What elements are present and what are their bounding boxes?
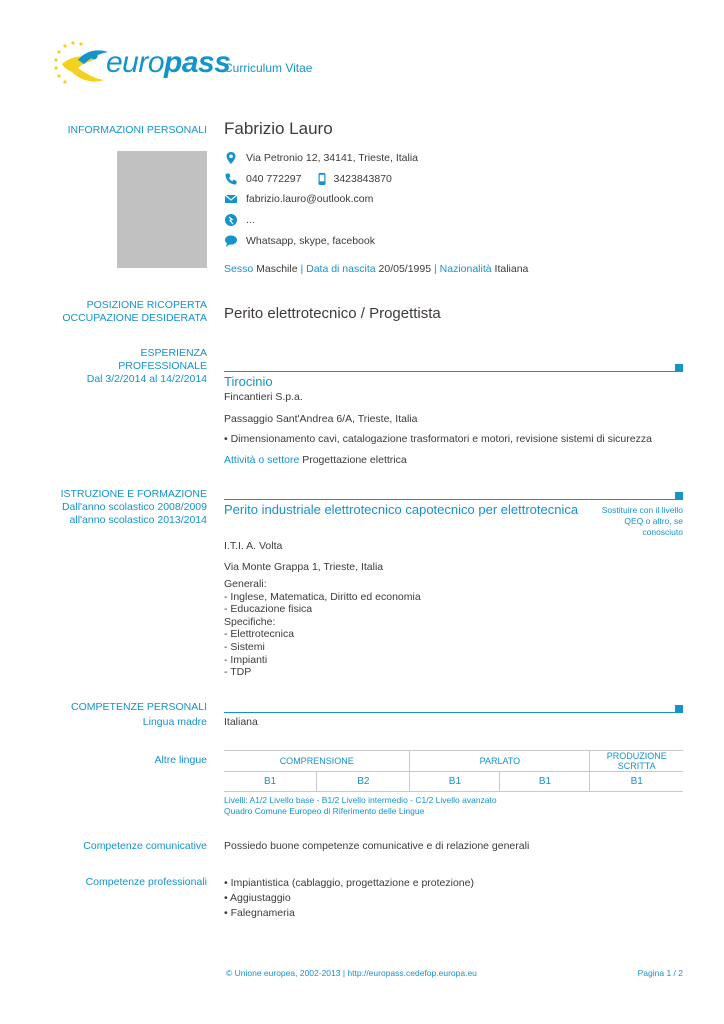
- subject-line: - TDP: [224, 666, 252, 679]
- website-value[interactable]: ...: [246, 214, 255, 226]
- sector-value: Progettazione elettrica: [302, 454, 407, 466]
- experience-title: Tirocinio: [224, 374, 273, 389]
- education-divider: [224, 499, 676, 500]
- personal-info-label: INFORMAZIONI PERSONALI: [67, 124, 207, 136]
- language-table: [224, 750, 683, 792]
- separator: |: [434, 263, 437, 275]
- skill-item: • Impiantistica (cablaggio, progettazione e protezione): [224, 877, 474, 889]
- position-value: Perito elettrotecnico / Progettista: [224, 305, 441, 322]
- logo-wordmark: [106, 46, 230, 80]
- logo-prefix: euro: [106, 46, 165, 79]
- level-cell: B2: [317, 772, 410, 792]
- email-value[interactable]: fabrizio.lauro@outlook.com: [246, 193, 374, 205]
- phone-value: 040 772297: [246, 173, 302, 185]
- level-cell: B1: [410, 772, 500, 792]
- education-label: [20, 488, 207, 527]
- full-name: Fabrizio Lauro: [224, 119, 333, 138]
- education-divider-marker: [675, 492, 683, 500]
- experience-label: [20, 347, 207, 386]
- professional-skills-list: [224, 876, 474, 921]
- subject-line: - Educazione fisica: [224, 603, 313, 616]
- eqf-note-line3: conosciuto: [642, 527, 683, 537]
- subject-line: - Impianti: [224, 653, 268, 666]
- website-icon: [224, 213, 238, 227]
- position-label-line2: OCCUPAZIONE DESIDERATA: [62, 312, 207, 324]
- position-label: [20, 299, 207, 325]
- subject-line: - Sistemi: [224, 640, 265, 653]
- skills-label-title: COMPETENZE PERSONALI: [71, 701, 207, 713]
- messaging-row: [224, 232, 375, 250]
- mother-tongue-label: Lingua madre: [142, 716, 207, 728]
- level-cell: B1: [590, 772, 683, 792]
- header-speaking: PARLATO: [410, 751, 590, 772]
- communication-skills-label: Competenze comunicative: [83, 840, 207, 852]
- education-title: Perito industriale elettrotecnico capotecnico per elettrotecnica: [224, 502, 579, 517]
- mother-tongue-value: Italiana: [224, 716, 258, 728]
- education-dates-line2: all'anno scolastico 2013/2014: [69, 514, 207, 526]
- document-subtitle: Curriculum Vitae: [224, 61, 313, 75]
- experience-bullet: • Dimensionamento cavi, catalogazione trasformatori e motori, revisione sistemi di sicurezza: [224, 433, 652, 445]
- personal-details-line: [224, 263, 528, 275]
- separator: |: [300, 263, 304, 275]
- nationality-label: Nazionalità: [439, 263, 492, 275]
- experience-label-line2: PROFESSIONALE: [118, 360, 207, 372]
- email-row: [224, 190, 373, 208]
- mobile-value: 3423843870: [333, 173, 392, 185]
- europass-logo: [48, 38, 231, 88]
- experience-dates: Dal 3/2/2014 al 14/2/2014: [86, 373, 207, 385]
- header-comprehension: COMPRENSIONE: [224, 751, 410, 772]
- subject-line: - Elettrotecnica: [224, 628, 295, 641]
- eqf-note-line1: Sostituire con il livello: [601, 505, 683, 515]
- messaging-value: Whatsapp, skype, facebook: [246, 235, 375, 247]
- phone-row: [224, 170, 392, 188]
- education-label-title: ISTRUZIONE E FORMAZIONE: [60, 488, 207, 500]
- levels-legend: [224, 795, 497, 817]
- other-languages-label: Altre lingue: [154, 754, 207, 766]
- eqf-note: [590, 505, 683, 538]
- skills-divider-marker: [675, 705, 683, 713]
- photo-placeholder: [117, 151, 207, 268]
- europass-star-figure-icon: [48, 38, 114, 88]
- address-row: [224, 149, 418, 167]
- communication-skills-value: Possiedo buone competenze comunicative e di relazione generali: [224, 840, 530, 852]
- skills-divider: [224, 712, 676, 713]
- language-table-values: [224, 772, 683, 792]
- chat-bubble-icon: [224, 234, 238, 248]
- skills-label: [20, 701, 207, 729]
- sex-label: Sesso: [224, 263, 254, 275]
- address-value: Via Petronio 12, 34141, Trieste, Italia: [246, 152, 418, 164]
- nationality-value: Italiana: [494, 263, 529, 275]
- education-school: I.T.I. A. Volta: [224, 540, 283, 552]
- experience-address: Passaggio Sant'Andrea 6/A, Trieste, Italia: [224, 413, 418, 425]
- eqf-note-line2: QEQ o altro, se: [624, 516, 683, 526]
- education-address: Via Monte Grappa 1, Trieste, Italia: [224, 561, 384, 573]
- subject-line: - Inglese, Matematica, Diritto ed economia: [224, 590, 421, 603]
- footer-copyright: © Unione europea, 2002-2013 | http://europass.cedefop.europa.eu: [226, 968, 477, 978]
- language-table-header: [224, 751, 683, 772]
- header-writing: PRODUZIONE SCRITTA: [590, 751, 683, 772]
- professional-skills-label: Competenze professionali: [85, 876, 207, 888]
- birth-date-label: Data di nascita: [306, 263, 376, 275]
- skill-item: • Aggiustaggio: [224, 892, 291, 904]
- levels-legend-line2: Quadro Comune Europeo di Riferimento delle Lingue: [224, 806, 425, 816]
- website-row: [224, 211, 255, 229]
- footer-page-number: Pagina 1 / 2: [637, 968, 683, 978]
- skill-item: • Falegnameria: [224, 907, 295, 919]
- phone-icon: [224, 172, 238, 186]
- birth-date-value: 20/05/1995: [378, 263, 432, 275]
- level-cell: B1: [500, 772, 590, 792]
- subject-line: Specifiche:: [224, 615, 276, 628]
- experience-divider: [224, 371, 676, 372]
- levels-legend-line1: Livelli: A1/2 Livello base - B1/2 Livello intermedio - C1/2 Livello avanzato: [224, 795, 497, 805]
- experience-sector: [224, 454, 407, 466]
- email-envelope-icon: [224, 192, 238, 206]
- education-subjects: [224, 578, 421, 679]
- sector-label: Attività o settore: [224, 454, 300, 466]
- experience-label-line1: ESPERIENZA: [140, 347, 207, 359]
- experience-company: Fincantieri S.p.a.: [224, 391, 303, 403]
- education-dates-line1: Dall'anno scolastico 2008/2009: [61, 501, 207, 513]
- sex-value: Maschile: [256, 263, 298, 275]
- position-label-line1: POSIZIONE RICOPERTA: [86, 299, 207, 311]
- level-cell: B1: [224, 772, 317, 792]
- location-pin-icon: [224, 151, 238, 165]
- mobile-phone-icon: [315, 172, 329, 186]
- logo-suffix: pass: [164, 46, 231, 79]
- subject-line: Generali:: [224, 578, 267, 590]
- experience-divider-marker: [675, 364, 683, 372]
